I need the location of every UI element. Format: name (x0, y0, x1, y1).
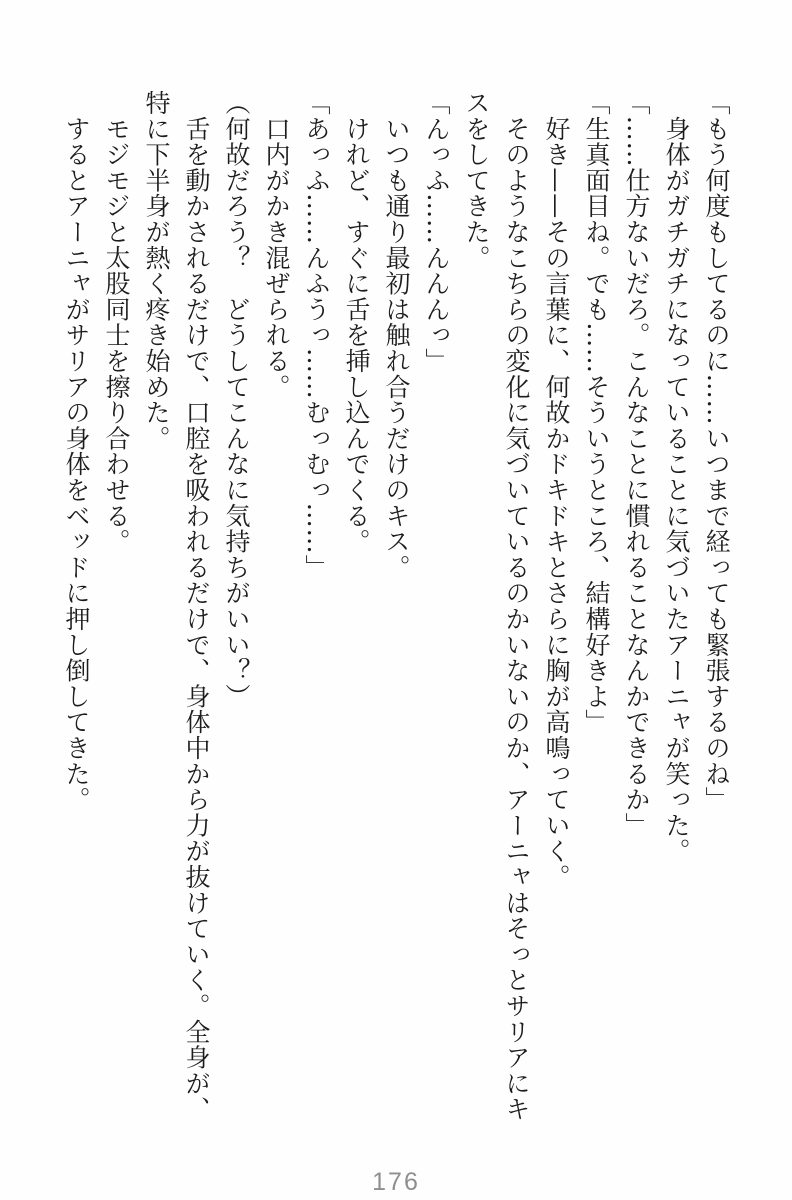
text-line: スをしてきた。 (462, 90, 491, 271)
text-block (56, 90, 736, 1160)
text-line: するとアーニャがサリアの身体をベッドに押し倒してきた。 (62, 90, 91, 813)
text-line: 「生真面目ね。でも……そういうところ、結構好きよ」 (582, 90, 611, 735)
text-line: 特に下半身が熱く疼き始めた。 (142, 90, 171, 452)
text-line: 身体がガチガチになっていることに気づいたアーニャが笑った。 (662, 90, 691, 864)
text-line: 「あっふ……んふうっ……むっむっ……」 (302, 90, 331, 581)
page-number: 176 (372, 1168, 420, 1196)
text-line: （何故だろう？ どうしてこんなに気持ちがいい？） (222, 90, 251, 710)
text-line: モジモジと太股同士を擦り合わせる。 (102, 90, 131, 555)
text-line: けれど、すぐに舌を挿し込んでくる。 (342, 90, 371, 555)
text-line: 口内がかき混ぜられる。 (262, 90, 291, 400)
text-line: 舌を動かされるだけで、口腔を吸われるだけで、身体中から力が抜けていく。全身が、 (182, 90, 211, 1122)
text-line: 「……仕方ないだろ。こんなことに慣れることなんかできるか」 (622, 90, 651, 839)
text-line: 「もう何度もしてるのに……いつまで経っても緊張するのね」 (702, 90, 731, 813)
text-line: 「んっふ……んんんっ」 (422, 90, 451, 374)
text-line: そのようなこちらの変化に気づいているのかいないのか、アーニャはそっとサリアにキ (502, 90, 531, 1122)
text-line: いつも通り最初は触れ合うだけのキス。 (382, 90, 411, 581)
text-line: 好き——その言葉に、何故かドキドキとさらに胸が高鳴っていく。 (542, 90, 571, 890)
